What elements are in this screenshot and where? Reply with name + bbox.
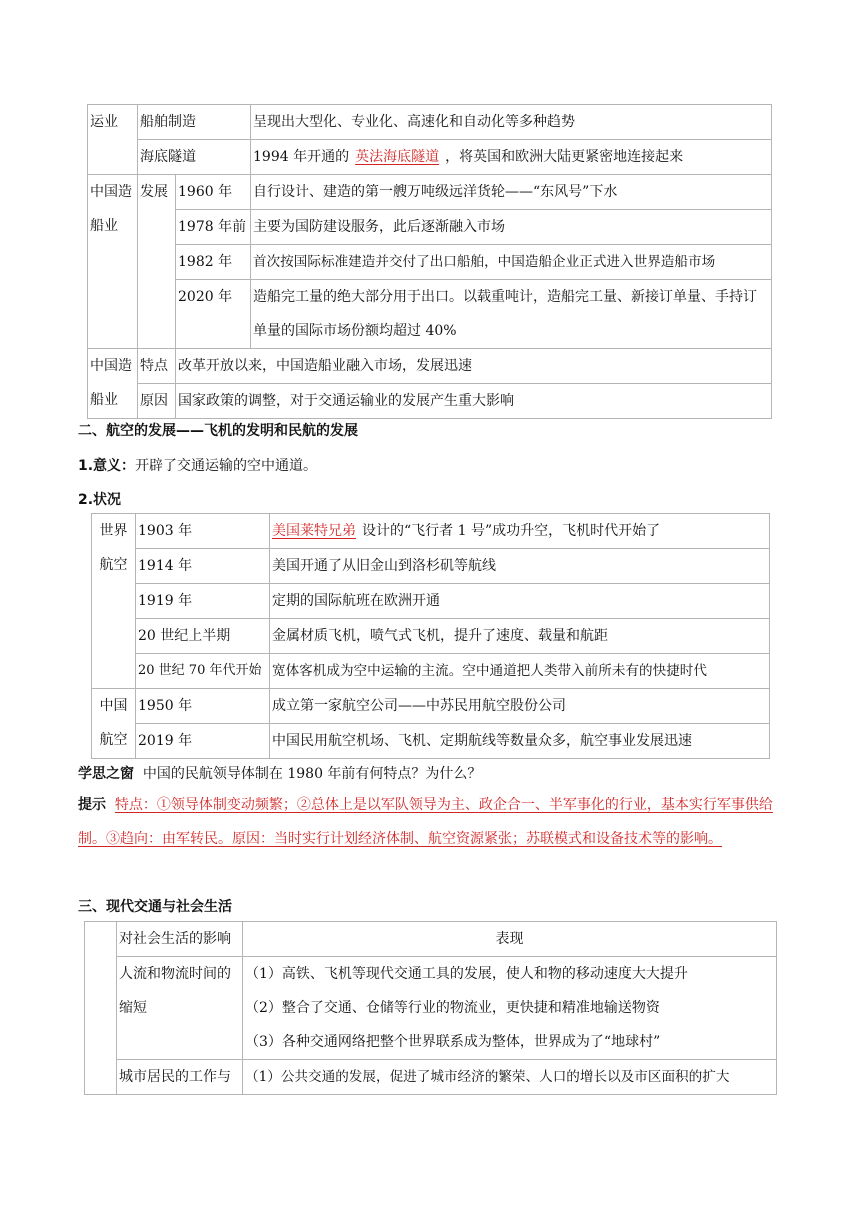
items-cell: （1）公共交通的发展，促进了城市经济的繁荣、人口的增长以及市区面积的扩大 <box>243 1060 777 1095</box>
desc-cell: 1994 年开通的 英法海底隧道 ，将英国和欧洲大陆更紧密地连接起来 <box>251 140 772 175</box>
answer-blank: 美国莱特兄弟 <box>272 523 356 539</box>
subheading: 2.状况 <box>78 492 122 508</box>
desc-cell: 美国开通了从旧金山到洛杉矶等航线 <box>270 549 770 584</box>
items-cell: （1）高铁、飞机等现代交通工具的发展，使人和物的移动速度大大提升 （2）整合了交通、仓储等行业的物流业，更快捷和精准地输送物资 （3）各种交通网络把整个世界联系成为整体，世界成为了“地球村” <box>243 957 777 1060</box>
header-cell: 对社会生活的影响 <box>117 922 243 957</box>
item-cell: 船舶制造 <box>138 105 251 140</box>
category-cell: 运业 <box>88 105 138 175</box>
category-cell: 中国航空 <box>92 689 136 759</box>
category-cell: 世界航空 <box>92 514 136 689</box>
year-cell: 1903 年 <box>136 514 270 549</box>
year-cell: 1978 年前 <box>176 210 251 245</box>
year-cell: 20 世纪上半期 <box>136 619 270 654</box>
year-cell: 2019 年 <box>136 724 270 759</box>
year-cell: 1919 年 <box>136 584 270 619</box>
social-life-table <box>84 921 777 1095</box>
header-cell: 表现 <box>243 922 777 957</box>
desc-cell: 造船完工量的绝大部分用于出口。以载重吨计，造船完工量、新接订单量、手持订单量的国际市场份额均超过 40% <box>251 280 772 349</box>
shipping-table <box>87 104 772 419</box>
paragraph: 1.意义：开辟了交通运输的空中通道。 <box>78 458 318 474</box>
tip-paragraph: 提示 特点：①领导体制变动频繁；②总体上是以军队领导为主、政企合一、半军事化的行业，基本实行军事供给制。③趋向：由军转民。原因：当时实行计划经济体制、航空资源紧张；苏联模式和设备技术等的影响。 <box>78 797 773 847</box>
desc-cell: 美国莱特兄弟 设计的“飞行者 1 号”成功升空，飞机时代开始了 <box>270 514 770 549</box>
desc-cell: 首次按国际标准建造并交付了出口船舶，中国造船企业正式进入世界造船市场 <box>251 245 772 280</box>
year-cell: 1982 年 <box>176 245 251 280</box>
desc-cell: 定期的国际航班在欧洲开通 <box>270 584 770 619</box>
section-heading: 二、航空的发展——飞机的发明和民航的发展 <box>78 423 358 439</box>
category-cell: 中国造船业 <box>88 175 138 349</box>
desc-cell: 成立第一家航空公司——中苏民用航空股份公司 <box>270 689 770 724</box>
desc-cell: 宽体客机成为空中运输的主流。空中通道把人类带入前所未有的快捷时代 <box>270 654 770 689</box>
label-cell: 人流和物流时间的缩短 <box>117 957 243 1060</box>
year-cell: 2020 年 <box>176 280 251 349</box>
year-cell: 1914 年 <box>136 549 270 584</box>
feature-label-cell: 特点 <box>138 349 176 384</box>
category-cell: 中国造船业 <box>88 349 138 419</box>
label-cell: 城市居民的工作与 <box>117 1060 243 1095</box>
section-heading: 三、现代交通与社会生活 <box>78 899 232 915</box>
think-window: 学思之窗 中国的民航领导体制在 1980 年前有何特点？为什么？ <box>78 766 482 782</box>
aviation-table <box>91 513 770 759</box>
desc-cell: 自行设计、建造的第一艘万吨级远洋货轮——“东风号”下水 <box>251 175 772 210</box>
year-cell: 1960 年 <box>176 175 251 210</box>
reason-label-cell: 原因 <box>138 384 176 419</box>
year-cell: 1950 年 <box>136 689 270 724</box>
item-cell: 海底隧道 <box>138 140 251 175</box>
tip-answer: 特点：①领导体制变动频繁；②总体上是以军队领导为主、政企合一、半军事化的行业，基本实行军事供给制。③趋向：由军转民。原因：当时实行计划经济体制、航空资源紧张；苏联模式和设备技术等的影响。 <box>78 797 773 847</box>
desc-cell: 中国民用航空机场、飞机、定期航线等数量众多，航空事业发展迅速 <box>270 724 770 759</box>
dev-label-cell: 发展 <box>138 175 176 349</box>
year-cell: 20 世纪 70 年代开始 <box>136 654 270 689</box>
desc-cell: 改革开放以来，中国造船业融入市场，发展迅速 <box>176 349 772 384</box>
blank-cell <box>85 922 117 1095</box>
answer-blank: 英法海底隧道 <box>355 149 440 165</box>
desc-cell: 主要为国防建设服务，此后逐渐融入市场 <box>251 210 772 245</box>
desc-cell: 国家政策的调整，对于交通运输业的发展产生重大影响 <box>176 384 772 419</box>
desc-cell: 呈现出大型化、专业化、高速化和自动化等多种趋势 <box>251 105 772 140</box>
desc-cell: 金属材质飞机，喷气式飞机，提升了速度、载量和航距 <box>270 619 770 654</box>
